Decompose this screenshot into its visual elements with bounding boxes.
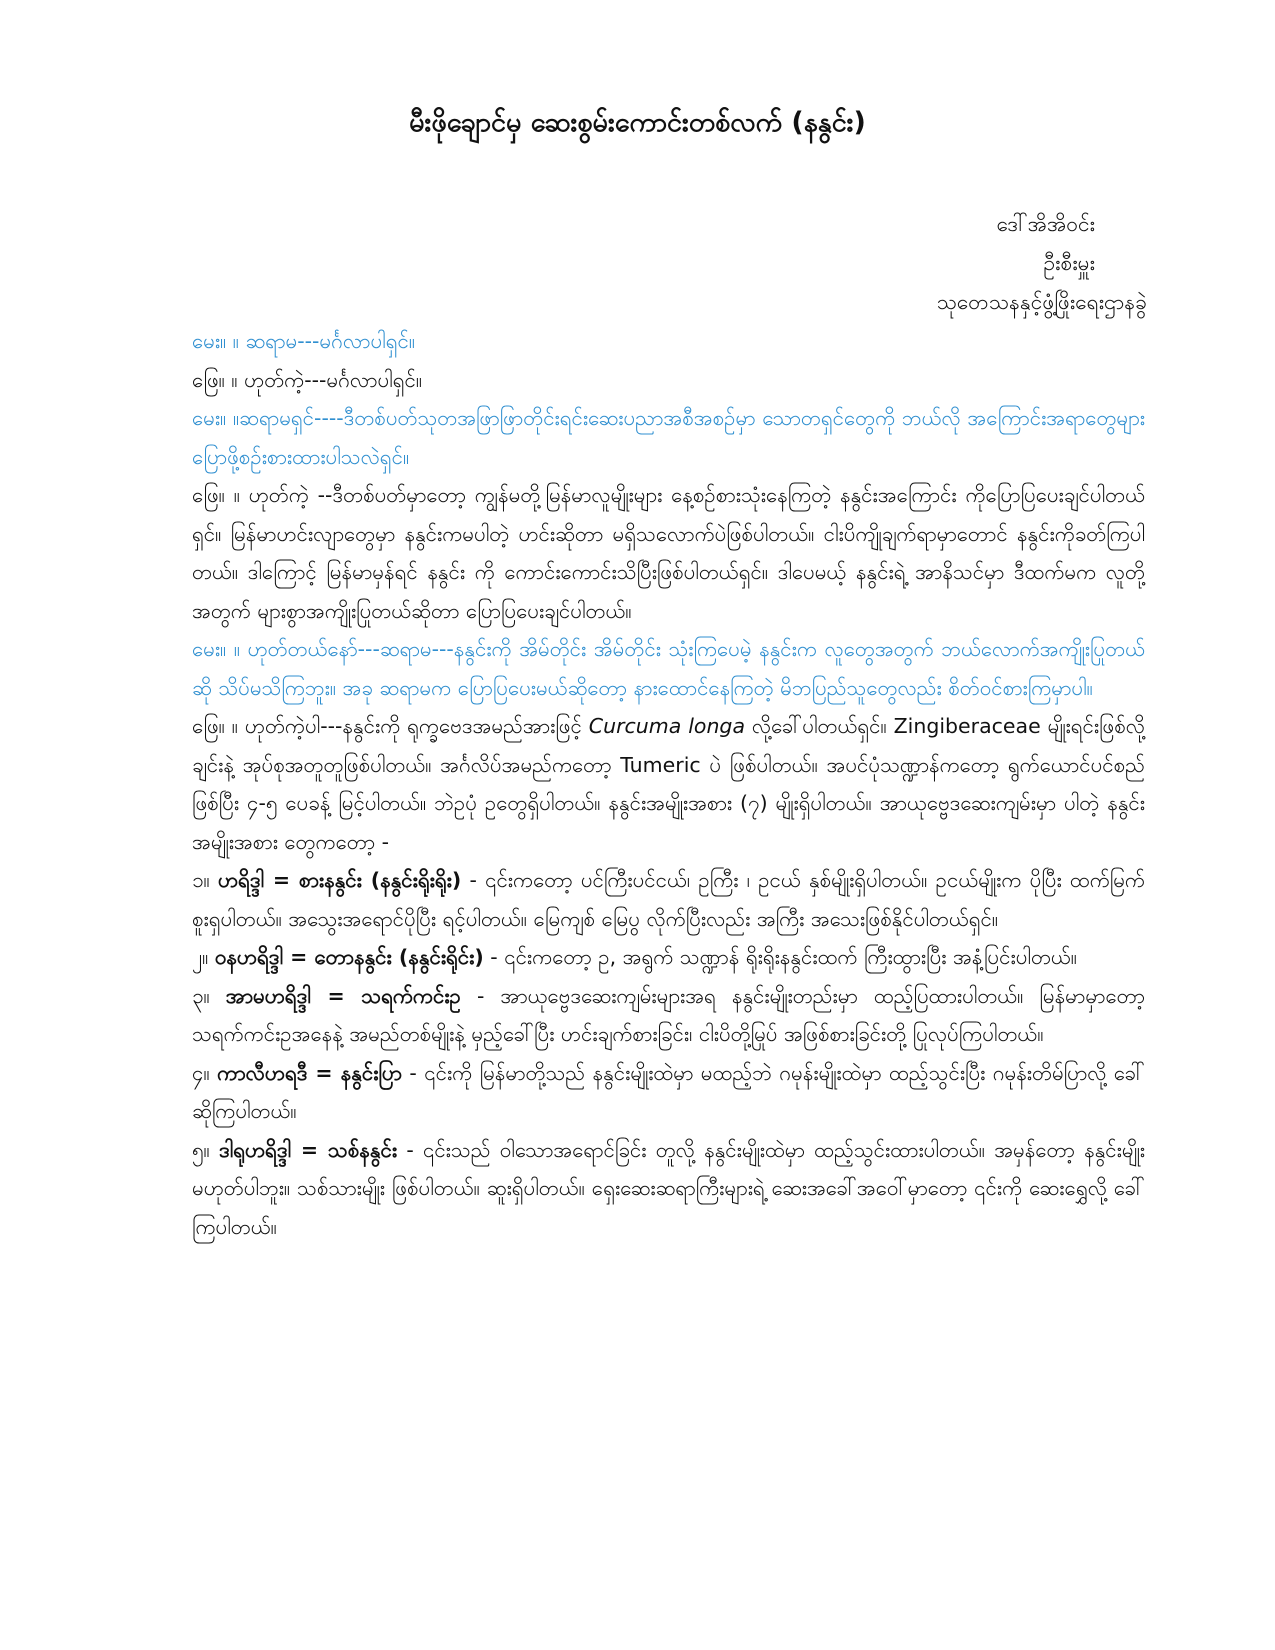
- answer-paragraph: ဖြေ။ ။ ဟုတ်ကဲ့ --ဒီတစ်ပတ်မှာတော့ ကျွန်မတို့မြန်မာလူမျိုးများ နေ့စဉ်စားသုံးနေကြတဲ့ နနွင်းအကြောင်း ကိုပြောပြပေးချင်ပါတယ်ရှင်။ မြန်မာဟင်းလျာတွေမှာ နနွင်းကမပါတဲ့ ဟင်းဆိုတာ မရှိသလောက်ပဲဖြစ်ပါတယ်။ ငါးပိကျိုချက်ရာမှာတောင် နနွင်းကိုခတ်ကြပါတယ်။ ဒါကြောင့် မြန်မာမှန်ရင် နနွင်း ကို ကောင်းကောင်းသိပြီးဖြစ်ပါတယ်ရှင်။ ဒါပေမယ့် နနွင်းရဲ့ အာနိသင်မှာ ဒီထက်မက လူတို့အတွက် များစွာအကျိုးပြုတယ်ဆိုတာ ပြောပြပေးချင်ပါတယ်။: [192, 483, 1145, 623]
- scientific-name: Curcuma longa: [588, 714, 746, 738]
- type-number: ၁။: [192, 868, 210, 892]
- answer-paragraph-scientific: [192, 707, 1145, 861]
- turmeric-type-item: [192, 1131, 1145, 1247]
- type-name: ဝနဟရိဒ္ဒါ = တောနနွင်း (နနွင်းရိုင်း): [214, 945, 484, 969]
- document-body: [192, 322, 1145, 1246]
- answer-rest: လို့ခေါ်ပါတယ်ရှင်။ Zingiberaceae မျိုးရင်းဖြစ်လို့ ချင်းနဲ့ အုပ်စုအတူတူဖြစ်ပါတယ်။ အင်္ဂလိပ်အမည်ကတော့ Tumeric ပဲ ဖြစ်ပါတယ်။ အပင်ပုံသဏ္ဍာန်ကတော့ ရွက်ယောင်ပင်စည်ဖြစ်ပြီး ၄-၅ ပေခန့် မြင့်ပါတယ်။ ဘဲဥပုံ ဥတွေရှိပါတယ်။ နနွင်းအမျိုးအစား (၇) မျိုးရှိပါတယ်။ အာယုဗ္ဗေဒဆေးကျမ်းမှာ ပါတဲ့ နနွင်းအမျိုးအစား တွေကတော့ -: [192, 714, 1145, 854]
- type-name: ကာလီဟရဒီ = နနွင်းပြာ: [217, 1060, 402, 1085]
- type-number: ၂။: [192, 945, 209, 969]
- question-paragraph: မေး။ ။ ဆရာမ---မင်္ဂလာပါရှင်။: [192, 329, 416, 353]
- turmeric-type-item: [192, 938, 1145, 977]
- document-title: မီးဖိုချောင်မှ ဆေးစွမ်းကောင်းတစ်လက် (နနွင်း): [409, 107, 866, 138]
- type-description: - အာယုဗ္ဗေဒဆေးကျမ်းများအရ နနွင်းမျိုးတည်းမှာ ထည့်ပြထားပါတယ်။ မြန်မာမှာတော့ သရက်ကင်းဥအနေနဲ့ အမည်တစ်မျိုးနဲ့ မှည့်ခေါ်ပြီး ဟင်းချက်စားခြင်း၊ ငါးပိတို့မြုပ် အဖြစ်စားခြင်းတို့ ပြုလုပ်ကြပါတယ်။: [192, 983, 1145, 1046]
- author-name: ဒေါ်အိအိဝင်း: [996, 212, 1095, 236]
- question-paragraph: မေး။ ။ ဟုတ်တယ်နော်---ဆရာမ---နနွင်းကို အိမ်တိုင်း အိမ်တိုင်း သုံးကြပေမဲ့ နနွင်းက လူတွေအတွက် ဘယ်လောက်အကျိုးပြုတယ်ဆို သိပ်မသိကြဘူး။ အခု ဆရာမက ပြောပြပေးမယ်ဆိုတော့ နားထောင်နေကြတဲ့ မိဘပြည်သူတွေလည်း စိတ်ဝင်စားကြမှာပါ။: [192, 637, 1145, 700]
- answer-lead: ဖြေ။ ။ ဟုတ်ကဲ့ပါ---နနွင်းကို ရုက္ခဗေဒအမည်အားဖြင့်: [192, 714, 582, 738]
- type-name: အာမဟရိဒ္ဒါ = သရက်ကင်းဥ: [225, 983, 461, 1008]
- type-name: ဟရိဒ္ဒါ = စားနနွင်း (နနွင်းရိုးရိုး): [217, 868, 462, 892]
- answer-paragraph: ဖြေ။ ။ ဟုတ်ကဲ့---မင်္ဂလာပါရှင်။: [192, 367, 423, 392]
- type-description: - ၎င်းသည် ဝါသောအရောင်ခြင်း တူလို့ နနွင်းမျိုးထဲမှာ ထည့်သွင်းထားပါတယ်။ အမှန်တော့ နနွင်းမျိုး မဟုတ်ပါဘူး။ သစ်သားမျိုး ဖြစ်ပါတယ်။ ဆူးရှိပါတယ်။ ရှေးဆေးဆရာကြီးများရဲ့ ဆေးအခေါ်အဝေါ်မှာတော့ ၎င်းကို ဆေးရွှေလို့ ခေါ်ကြပါတယ်။: [192, 1137, 1145, 1239]
- type-name: ဒါရုဟရိဒ္ဒါ = သစ်နနွင်း: [218, 1137, 398, 1162]
- type-number: ၅။: [192, 1137, 210, 1162]
- type-description: - ၎င်းကို မြန်မာတို့သည် နနွင်းမျိုးထဲမှာ မထည့်ဘဲ ဂမုန်းမျိုးထဲမှာ ထည့်သွင်းပြီး ဂမုန်းတိမ်ပြာလို့ ခေါ်ဆိုကြပါတယ်။: [192, 1060, 1145, 1123]
- turmeric-type-item: [192, 977, 1145, 1054]
- type-description: - ၎င်းကတော့ ဥ, အရွက် သဏ္ဍာန် ရိုးရိုးနနွင်းထက် ကြီးထွားပြီး အနံ့ပြင်းပါတယ်။: [490, 945, 1078, 969]
- turmeric-type-item: [192, 1054, 1145, 1131]
- question-paragraph: မေး။ ။ဆရာမရှင်----ဒီတစ်ပတ်သုတအဖြာဖြာတိုင်းရင်းဆေးပညာအစီအစဉ်မှာ သောတရှင်တွေကို ဘယ်လို အကြောင်းအရာတွေများ ပြောဖို့စဉ်းစားထားပါသလဲရှင်။: [192, 406, 1145, 469]
- turmeric-type-item: [192, 861, 1145, 938]
- author-role: ဦးစီးမှူး: [1043, 251, 1095, 275]
- type-number: ၃။: [192, 983, 210, 1008]
- type-description: - ၎င်းကတော့ ပင်ကြီးပင်ငယ်၊ ဥကြီး ၊ ဥငယ် နှစ်မျိုးရှိပါတယ်။ ဥငယ်မျိုးက ပိုပြီး ထက်မြက်စူးရှပါတယ်။ အသွေးအရောင်ပိုပြီး ရင့်ပါတယ်။ မြေကျစ် မြေပွ လိုက်ပြီးလည်း အကြီး အသေးဖြစ်နိုင်ပါတယ်ရှင်။: [192, 868, 1145, 931]
- type-number: ၄။: [192, 1060, 210, 1085]
- author-department: သုတေသနနှင့်ဖွံ့ဖြိုးရေးဌာနခွဲ: [936, 290, 1147, 314]
- author-block: [547, 205, 1147, 322]
